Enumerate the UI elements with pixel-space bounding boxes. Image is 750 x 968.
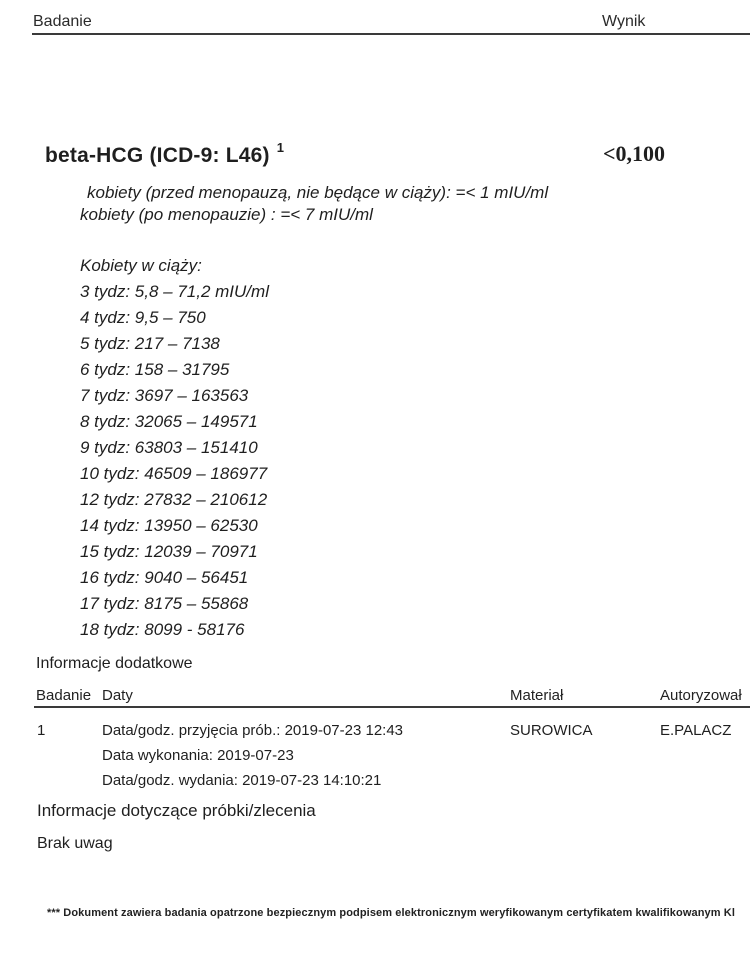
pregnancy-ranges-title: Kobiety w ciąży: [80, 256, 202, 275]
pregnancy-range-week-15: 15 tydz: 12039 – 70971 [80, 542, 258, 561]
pregnancy-range-week-14: 14 tydz: 13950 – 62530 [80, 516, 258, 535]
pregnancy-range-week-16: 16 tydz: 9040 – 56451 [80, 568, 249, 587]
pregnancy-range-week-17: 17 tydz: 8175 – 55868 [80, 594, 249, 613]
pregnancy-range-week-6: 6 tydz: 158 – 31795 [80, 360, 230, 379]
pregnancy-ranges-block [80, 253, 269, 643]
table-row-autoryzowal: E.PALACZ [660, 722, 732, 739]
pregnancy-range-week-10: 10 tydz: 46509 – 186977 [80, 464, 268, 483]
pregnancy-range-week-5: 5 tydz: 217 – 7138 [80, 334, 220, 353]
table-col-daty: Daty [102, 687, 133, 704]
sample-info-title: Informacje dotyczące próbki/zlecenia [37, 801, 316, 820]
sample-info-note: Brak uwag [37, 835, 113, 852]
column-header-badanie: Badanie [33, 13, 92, 30]
pregnancy-range-week-7: 7 tydz: 3697 – 163563 [80, 386, 249, 405]
pregnancy-range-week-12: 12 tydz: 27832 – 210612 [80, 490, 268, 509]
test-result-value: <0,100 [603, 141, 666, 166]
table-col-badanie: Badanie [36, 687, 92, 704]
test-title-line [45, 140, 284, 168]
footer-signature-note: *** Dokument zawiera badania opatrzone bezpiecznym podpisem elektronicznym weryfikowanym certyfikatem kwalifikowanym Kl [47, 907, 735, 919]
reference-premenopause: kobiety (przed menopauzą, nie będące w ciąży): =< 1 mIU/ml [87, 183, 549, 202]
table-divider [34, 706, 750, 708]
table-row-daty [102, 718, 403, 793]
column-header-wynik: Wynik [602, 13, 646, 30]
table-row-badanie: 1 [37, 722, 46, 739]
header-divider [32, 33, 750, 35]
additional-info-title: Informacje dodatkowe [36, 655, 193, 672]
date-issued: Data/godz. wydania: 2019-07-23 14:10:21 [102, 772, 382, 789]
pregnancy-range-week-9: 9 tydz: 63803 – 151410 [80, 438, 258, 457]
reference-postmenopause: kobiety (po menopauzie) : =< 7 mIU/ml [80, 205, 373, 224]
test-footnote-marker: 1 [276, 140, 284, 155]
pregnancy-range-week-4: 4 tydz: 9,5 – 750 [80, 308, 206, 327]
pregnancy-range-week-8: 8 tydz: 32065 – 149571 [80, 412, 258, 431]
date-performed: Data wykonania: 2019-07-23 [102, 747, 294, 764]
pregnancy-range-week-3: 3 tydz: 5,8 – 71,2 mIU/ml [80, 282, 269, 301]
date-received: Data/godz. przyjęcia prób.: 2019-07-23 12:43 [102, 722, 404, 739]
pregnancy-range-week-18: 18 tydz: 8099 - 58176 [80, 620, 245, 639]
table-col-autoryzowal: Autoryzował [660, 687, 742, 704]
table-row-material: SUROWICA [510, 722, 593, 739]
table-col-material: Materiał [510, 687, 564, 704]
test-name: beta-HCG (ICD-9: L46) [45, 144, 270, 167]
